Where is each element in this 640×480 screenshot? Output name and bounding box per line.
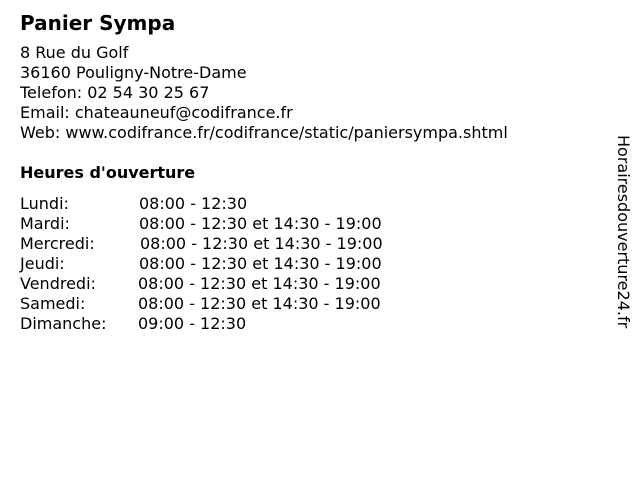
phone-number: Telefon: 02 54 30 25 67 [20, 83, 210, 102]
contact-block [20, 43, 508, 143]
day-label: Dimanche: [20, 314, 107, 333]
address-street: 8 Rue du Golf [20, 43, 129, 62]
website-url: Web: www.codifrance.fr/codifrance/static/paniersympa.shtml [20, 123, 508, 142]
day-label: Vendredi: [20, 274, 96, 293]
email-address: Email: chateauneuf@codifrance.fr [20, 103, 293, 122]
time-range: 08:00 - 12:30 et 14:30 - 19:00 [138, 274, 381, 293]
watermark-text: Horairesdouverture24.fr [614, 135, 633, 329]
day-label: Mercredi: [20, 234, 95, 253]
time-range: 08:00 - 12:30 et 14:30 - 19:00 [138, 294, 381, 313]
time-range: 09:00 - 12:30 [138, 314, 247, 333]
time-range: 08:00 - 12:30 et 14:30 - 19:00 [139, 254, 382, 273]
time-range: 08:00 - 12:30 [139, 194, 248, 213]
day-label: Samedi: [20, 294, 86, 313]
business-name: Panier Sympa [20, 11, 176, 35]
time-range: 08:00 - 12:30 et 14:30 - 19:00 [139, 214, 382, 233]
day-label: Lundi: [20, 194, 69, 213]
day-label: Mardi: [20, 214, 70, 233]
time-range: 08:00 - 12:30 et 14:30 - 19:00 [140, 234, 383, 253]
address-city: 36160 Pouligny-Notre-Dame [20, 63, 247, 82]
day-label: Jeudi: [20, 254, 65, 273]
opening-hours-title: Heures d'ouverture [20, 163, 196, 182]
